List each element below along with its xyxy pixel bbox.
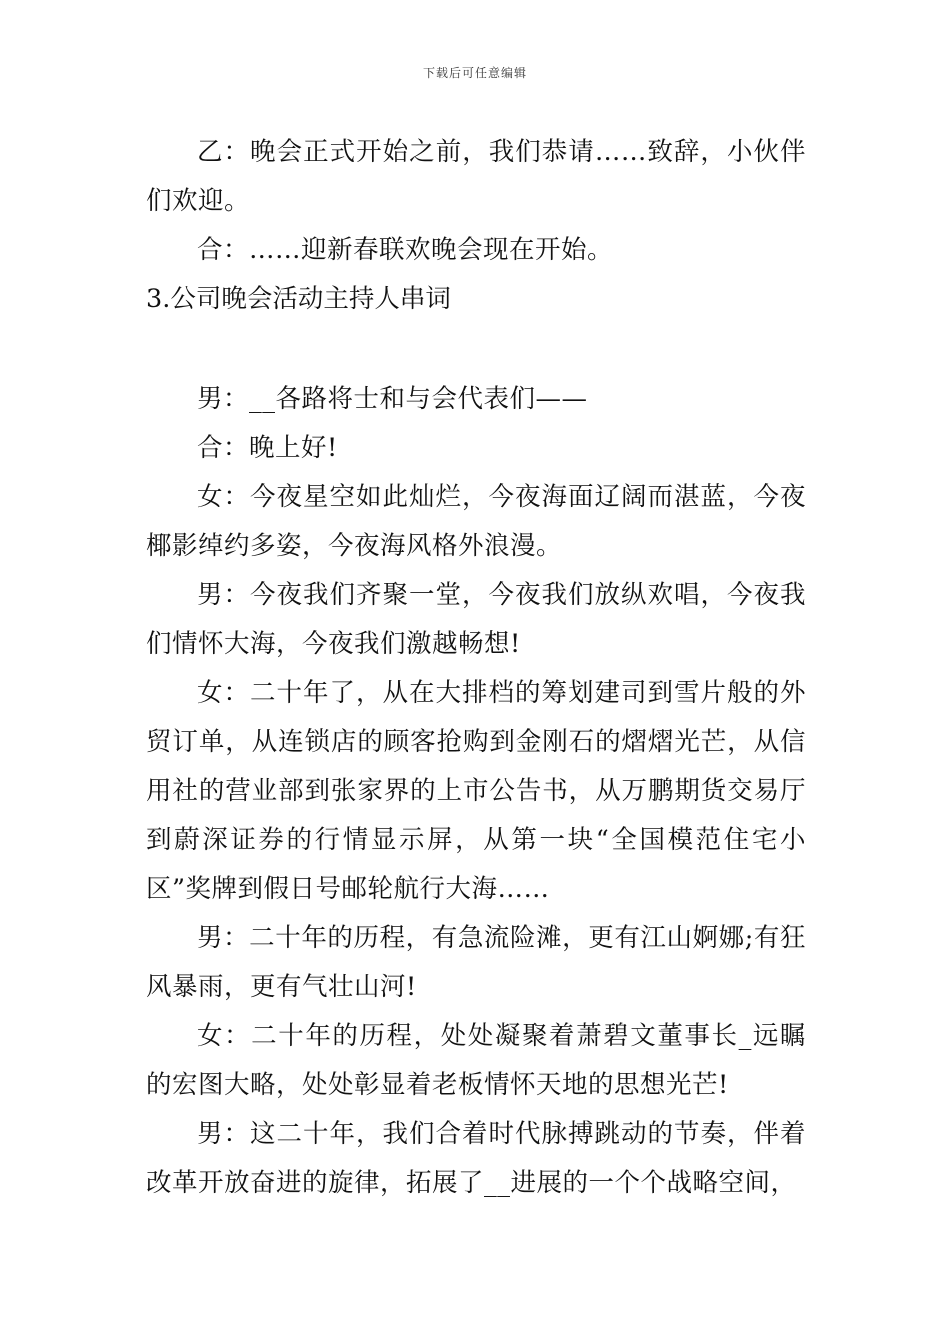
paragraph: 合：……迎新春联欢晚会现在开始。 <box>197 235 614 265</box>
paragraph: 男：__各路将士和与会代表们—— <box>197 384 588 414</box>
section-heading: 3.公司晚会活动主持人串词 <box>146 284 451 314</box>
paragraph: 男：二十年的历程，有急流险滩，更有江山婀娜;有狂风暴雨，更有气壮山河! <box>146 923 806 1002</box>
paragraph: 男：今夜我们齐聚一堂，今夜我们放纵欢唱，今夜我们情怀大海，今夜我们激越畅想! <box>146 580 806 659</box>
page-header: 下载后可任意编辑 <box>422 66 527 80</box>
paragraph: 合：晚上好! <box>197 433 338 463</box>
paragraph: 女：今夜星空如此灿烂，今夜海面辽阔而湛蓝，今夜椰影绰约多姿，今夜海风格外浪漫。 <box>146 482 806 561</box>
paragraph: 女：二十年了，从在大排档的筹划建司到雪片般的外贸订单，从连锁店的顾客抢购到金刚石的熠熠光芒，从信用社的营业部到张家界的上市公告书，从万鹏期货交易厅到蔚深证券的行情显示屏，从第一块“全国模范住宅小区”奖牌到假日号邮轮航行大海…… <box>146 678 806 904</box>
document-body <box>146 128 806 1208</box>
paragraph: 男：这二十年，我们合着时代脉搏跳动的节奏，伴着改革开放奋进的旋律，拓展了__进展的一个个战略空间， <box>146 1119 806 1198</box>
paragraph: 女：二十年的历程，处处凝聚着萧碧文董事长_远瞩的宏图大略，处处彰显着老板情怀天地的思想光芒! <box>146 1021 806 1100</box>
blank-line <box>146 324 806 375</box>
paragraph: 乙：晚会正式开始之前，我们恭请……致辞，小伙伴们欢迎。 <box>146 137 806 216</box>
